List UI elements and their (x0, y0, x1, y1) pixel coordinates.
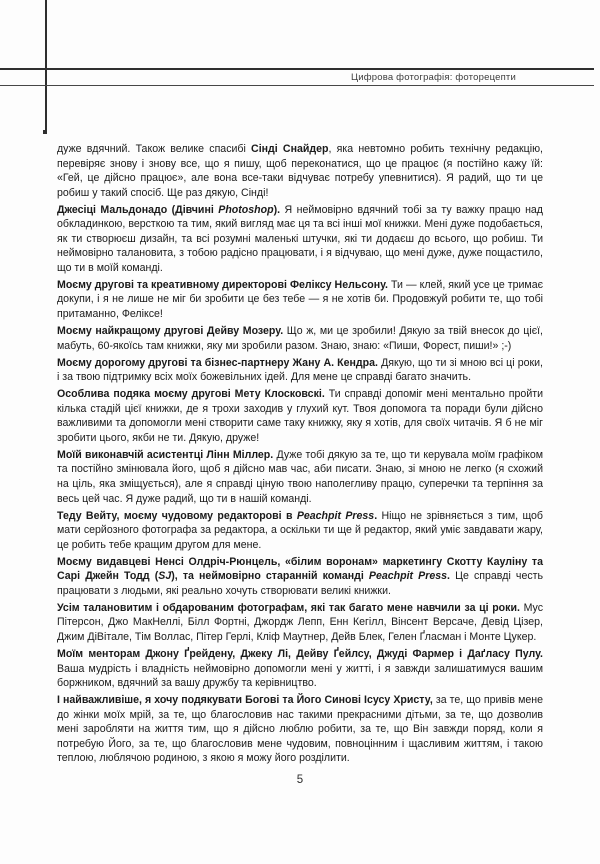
paragraph-text: дуже вдячний. Також велике спасибі (57, 143, 252, 155)
paragraph (57, 324, 543, 353)
paragraph-text: Ваша мудрість і владність неймовірно допомогли мені у житті, і я завжди залишатимуся вашим боржником, вдячний за вашу дружбу та керівництво. (57, 662, 543, 690)
paragraph-lead: Моєму видавцеві Ненсі Олдріч-Рюнцель, «білим воронам» маркетингу Скотту Кауліну та Сарі Джейн Тодд ( (57, 555, 543, 583)
paragraph-text: Ти — клей, який усе це тримає докупи, і я не лише не міг би зробити це без тебе — я не хотів би. Продовжуй робити те, що тобі притаманно, Феліксе! (57, 278, 544, 321)
paragraph-lead: І найважливіше, я хочу подякувати Богові та Його Синові Ісусу Христу, (57, 694, 433, 707)
margin-rule-end-dot (43, 130, 47, 134)
page-number: 5 (296, 774, 304, 786)
paragraph-text: Що ж, ми це зробили! Дякую за твій внесок до цієї, мабуть, 60-якоїсь там книжки, яку ми зробили разом. Знаю, знаю: «Пиши, Форест, пиши!» ;-) (57, 325, 543, 352)
paragraph-lead: Peachpit Press (368, 570, 448, 583)
paragraph (57, 356, 543, 385)
paragraph (57, 601, 543, 645)
paragraph-lead: Сінді Снайдер (251, 143, 329, 155)
paragraph (57, 278, 543, 322)
margin-vertical-rule (45, 0, 47, 131)
paragraph-text: Ніщо не зрівняється з тим, щоб мати серйозного фотографа за редактора, а оскільки ти ще й редактор, який уміє завдавати жару, це робить тебе кращим другом для мене. (57, 509, 544, 551)
paragraph-lead: Особлива подяка моєму другові Мету Клосковскі. (57, 388, 325, 401)
paragraph (57, 203, 543, 276)
paragraph-text: за те, що привів мене до жінки моїх мрій, за те, що благословив нас такими прекрасними дітьми, за те, що дозволив мені заробляти на життя тим, що я дійсно люблю робити, за те, що Він завжди поряд, коли я потребую Його, за те, що благословив мене чудовим, повноцінним і щасливим життям, і такою теплою, люблячою родиною, з якою я можу його розділити. (57, 694, 543, 765)
paragraph (57, 387, 543, 445)
paragraph (57, 448, 543, 506)
paragraph (57, 693, 543, 766)
paragraph-lead: . (447, 570, 450, 583)
paragraph-text: Дуже тобі дякую за те, що ти керувала моїм графіком та постійно змінювала його, щоб я дійсно мав час, аби писати. Знаю, зі мною не легко (я схожий на ціль, яка зміщується), але я справді ціную твою наполегливу працю, суперечки та терпіння за весь цей час. Я дуже радий, що ти в нашій команді. (57, 448, 543, 505)
paragraph-text: Ти справді допоміг мені ментально пройти кілька стадій цієї книжки, де я трохи заходив у глухий кут. Твоя допомога та поради були дійсно важливими та допомогли мені створити саме таку книжку, яку я хотів, для своїх читачів. Я б не міг зробити цього, якби не ти. Дякую, друже! (57, 388, 544, 444)
paragraph-lead: ). (273, 203, 281, 216)
paragraph (57, 142, 543, 200)
paragraph-lead: Теду Вейту, моєму чудовому редакторові в (57, 509, 297, 522)
paragraph-lead: Моєму другові та креативному директорові Феліксу Нельсону. (57, 278, 388, 291)
paragraph-lead: Джесіці Мальдонадо (Дівчині (57, 203, 219, 216)
text-block (57, 142, 543, 768)
paragraph-lead: Моїй виконавчій асистентці Лінн Міллер. (57, 448, 274, 461)
running-title: Цифрова фотографія: фоторецепти (351, 72, 516, 83)
paragraph-lead: Моєму дорогому другові та бізнес-партнеру Жану А. Кендра. (57, 356, 378, 369)
paragraph (57, 509, 543, 553)
paragraph-lead: Peachpit Press (296, 509, 375, 522)
paragraph-text: Мус Пітерсон, Джо МакНеллі, Білл Фортні, Джордж Лепп, Енн Кегілл, Вінсент Версаче, Девід Цізер, Джим ДіВітале, Тім Воллас, Пітер Герлі, Кліф Маутнер, Дейв Блек, Гелен Ґласман і Монте Цукер. (57, 601, 543, 643)
paragraph-lead: ), та неймовірно старанній команді (171, 570, 369, 583)
paragraph (57, 555, 543, 599)
header-rule-bottom (0, 85, 594, 86)
paragraph-lead: Усім талановитим і обдарованим фотографам, які так багато мене навчили за ці роки. (57, 601, 520, 614)
paragraph-text: Я неймовірно вдячний тобі за ту важку працю над обкладинкою, версткою та тим, який вигляд має ця та всі інші мої книжки. Мені дуже подобається, як ти створюєш дизайн, та всі розумні маленькі штучки, які ти додаєш до всього, що робиш. Ти неймовірно талановита, з тобою радісно працювати, і я відчуваю, що мені дуже, дуже пощастило, що ти в моїй команді. (57, 203, 543, 274)
paragraph-lead: Моєму найкращому другові Дейву Мозеру. (57, 325, 284, 338)
paragraph-text: , яка невтомно робить технічну редакцію, перевіряє знову і знову все, що я пишу, щоб переконатися, що це працює (я постійно кажу їй: «Гей, це дійсно працює», але вона все-таки відчуває потребу упевнитися). Я радий, що ти це робиш у такий спосіб. Ще раз дякую, Сінді! (57, 143, 543, 199)
paragraph-lead: SJ (158, 570, 172, 583)
header-rule-top (0, 68, 594, 70)
paragraph (57, 647, 543, 691)
paragraph-lead: Моїм менторам Джону Ґрейдену, Джеку Лі, Дейву Ґейлсу, Джуді Фармер і Даґласу Пулу. (57, 648, 543, 661)
paragraph-text: Дякую, що ти зі мною всі ці роки, і за твою підтримку всіх моїх божевільних ідей. Для мене це справді багато значить. (57, 356, 543, 384)
paragraph-lead: . (374, 509, 378, 522)
paragraph-lead: Photoshop (218, 203, 274, 216)
paragraph-text: Це справді честь працювати з людьми, які реально хочуть створювати великі книжки. (57, 570, 544, 597)
